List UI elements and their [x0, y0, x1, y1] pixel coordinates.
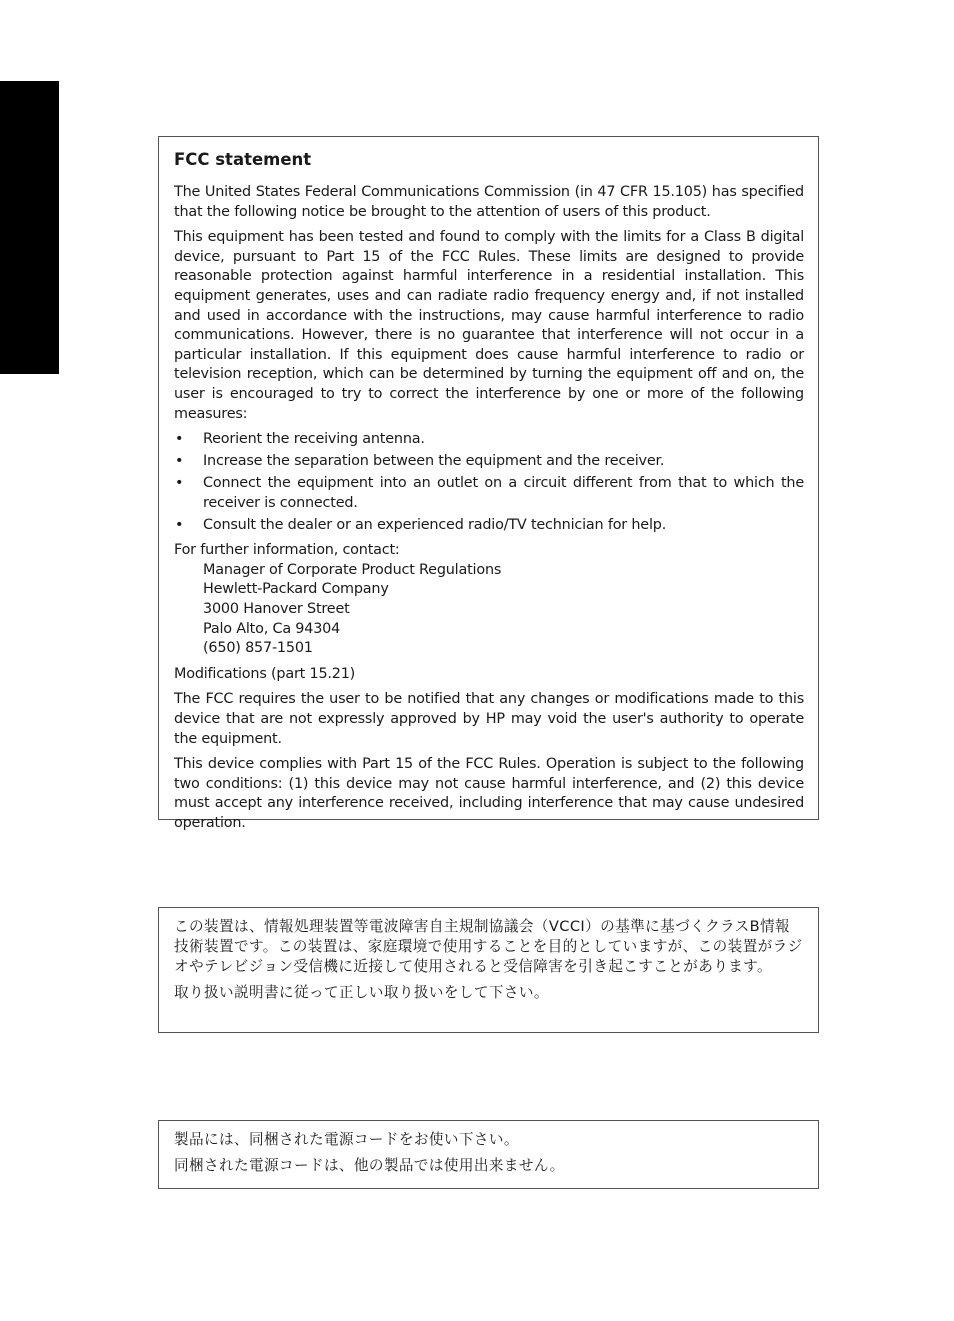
bullet-icon: •	[175, 431, 184, 448]
bullet-icon: •	[175, 516, 184, 533]
measure-text: Reorient the receiving antenna.	[203, 431, 425, 448]
fcc-measures-list	[174, 430, 804, 535]
power-cord-notice-box	[158, 1120, 819, 1189]
contact-intro: For further information, contact:	[174, 542, 400, 559]
bullet-icon: •	[175, 453, 184, 470]
bullet-icon: •	[175, 475, 184, 492]
measure-text: Connect the equipment into an outlet on a circuit different from that to which the receiver is connected.	[203, 475, 804, 511]
measure-text: Increase the separation between the equipment and the receiver.	[203, 453, 665, 470]
contact-line: 3000 Hanover Street	[203, 601, 350, 618]
list-item	[174, 516, 804, 536]
measure-text: Consult the dealer or an experienced radio/TV technician for help.	[203, 516, 667, 533]
power-cord-line: 製品には、同梱された電源コードをお使い下さい。	[174, 1131, 519, 1148]
fcc-tested-paragraph: This equipment has been tested and found to comply with the limits for a Class B digital device, pursuant to Part 15 of the FCC Rules. These limits are designed to provide reasonable protection against harmful interference in a residential installation. This equipment generates, uses and can radiate radio frequency energy and, if not installed and used in accordance with the instructions, may cause harmful interference to radio communications. However, there is no guarantee that interference will not occur in a particular installation. If this equipment does cause harmful interference to radio or television reception, which can be determined by turning the equipment off and on, the user is encouraged to try to correct the interference by one or more of the following measures:	[174, 229, 804, 422]
list-item	[174, 474, 804, 513]
list-item	[174, 452, 804, 472]
vcci-notice-box	[158, 907, 819, 1033]
fcc-title: FCC statement	[174, 150, 312, 169]
list-item	[174, 430, 804, 450]
contact-line: Palo Alto, Ca 94304	[203, 620, 341, 637]
modifications-heading: Modifications (part 15.21)	[174, 665, 356, 682]
contact-line: (650) 857-1501	[203, 640, 313, 657]
contact-address-block	[174, 561, 804, 659]
compliance-paragraph: This device complies with Part 15 of the FCC Rules. Operation is subject to the following two conditions: (1) this device may not cause harmful interference, and (2) this device must accept any interference received, including interference that may cause undesired operation.	[174, 756, 804, 831]
fcc-intro-paragraph: The United States Federal Communications Commission (in 47 CFR 15.105) has specified that the following notice be brought to the attention of users of this product.	[174, 184, 804, 220]
side-tab-marker	[0, 81, 59, 374]
modifications-paragraph: The FCC requires the user to be notified that any changes or modifications made to this device that are not expressly approved by HP may void the user's authority to operate the equipment.	[174, 691, 804, 747]
fcc-statement-box	[158, 136, 819, 831]
vcci-handling-paragraph: 取り扱い説明書に従って正しい取り扱いをして下さい。	[174, 984, 549, 1001]
power-cord-line: 同梱された電源コードは、他の製品では使用出来ません。	[174, 1157, 565, 1174]
contact-line: Hewlett-Packard Company	[203, 581, 389, 598]
vcci-paragraph: この装置は、情報処理装置等電波障害自主規制協議会（VCCI）の基準に基づくクラスB情報技術装置です。この装置は、家庭環境で使用することを目的としていますが、この装置がラジオやテレビジョン受信機に近接して使用されると受信障害を引き起こすことがあります。	[174, 918, 803, 975]
contact-line: Manager of Corporate Product Regulations	[203, 561, 502, 578]
